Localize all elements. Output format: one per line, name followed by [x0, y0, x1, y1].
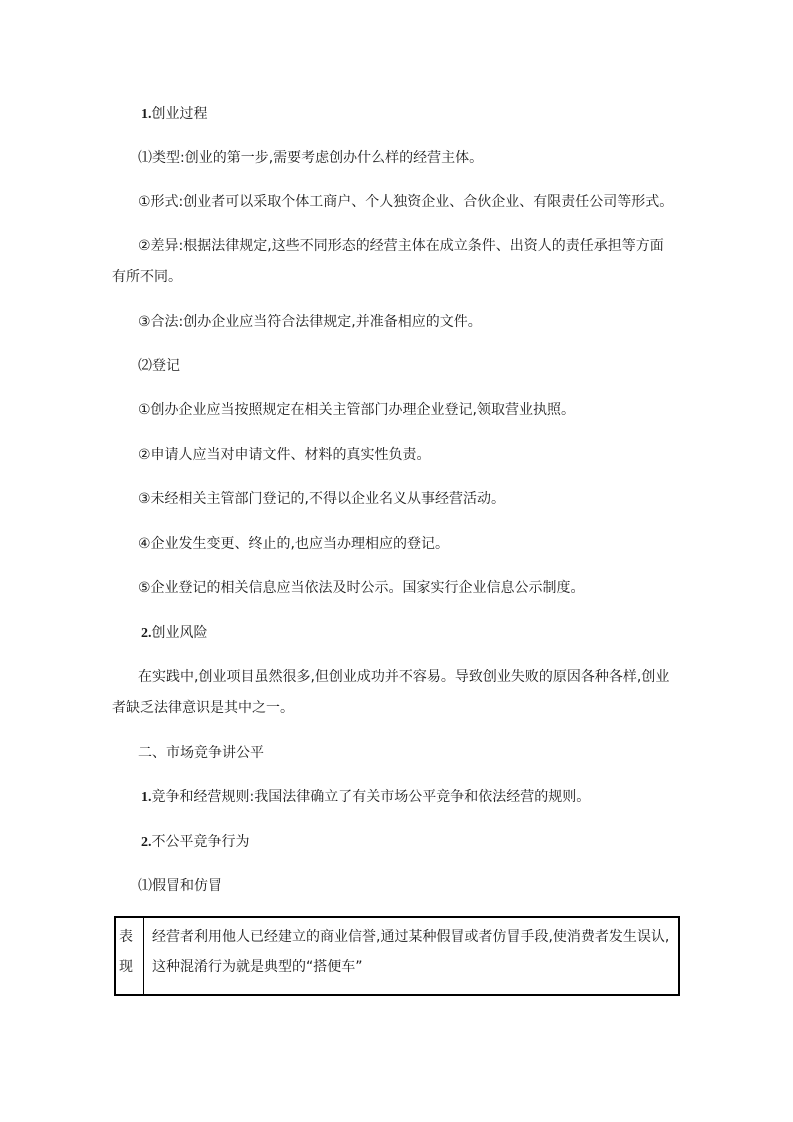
paragraph-legal: ③合法:创办企业应当符合法律规定,并准备相应的文件。 — [138, 314, 482, 330]
heading-number: 2. — [141, 626, 152, 641]
registration-item-3: ③未经相关主管部门登记的,不得以企业名义从事经营活动。 — [138, 491, 505, 507]
table-key-cell: 表现 — [115, 917, 144, 995]
section-heading-fair-competition: 二、市场竞争讲公平 — [138, 745, 264, 761]
paragraph-difference-line1: ②差异:根据法律规定,这些不同形态的经营主体在成立条件、出资人的责任承担等方面 — [138, 238, 664, 254]
heading-number: 1. — [141, 107, 152, 122]
registration-item-5: ⑤企业登记的相关信息应当依法及时公示。国家实行企业信息公示制度。 — [138, 580, 585, 596]
registration-item-1: ①创办企业应当按照规定在相关主管部门办理企业登记,领取营业执照。 — [138, 402, 575, 418]
heading-text: 不公平竞争行为 — [151, 834, 250, 850]
subheading-registration: ⑵登记 — [138, 358, 180, 374]
heading-text: 创业过程 — [151, 106, 208, 122]
paragraph-form: ①形式:创业者可以采取个体工商户、个人独资企业、合伙企业、有限责任公司等形式。 — [138, 194, 674, 210]
subheading-type: ⑴类型:创业的第一步,需要考虑创办什么样的经营主体。 — [138, 150, 484, 166]
registration-item-4: ④企业发生变更、终止的,也应当办理相应的登记。 — [138, 536, 449, 552]
registration-item-2: ②申请人应当对申请文件、材料的真实性负责。 — [138, 447, 431, 463]
heading-number: 2. — [141, 835, 152, 850]
paragraph-risk-line2: 者缺乏法律意识是其中之一。 — [112, 700, 294, 716]
heading-unfair-competition — [141, 832, 250, 853]
heading-competition-rules — [141, 787, 590, 808]
table-row — [115, 917, 679, 995]
subheading-counterfeit: ⑴假冒和仿冒 — [138, 878, 222, 894]
heading-text: 创业风险 — [151, 625, 208, 641]
paragraph-risk-line1: 在实践中,创业项目虽然很多,但创业成功并不容易。导致创业失败的原因各种各样,创业 — [138, 669, 670, 685]
heading-entrepreneurship-risk — [141, 623, 208, 644]
definition-table — [114, 916, 680, 996]
heading-entrepreneurship-process — [141, 104, 208, 125]
heading-number: 1. — [141, 790, 152, 805]
paragraph-difference-line2: 有所不同。 — [112, 269, 182, 285]
heading-text: 竞争和经营规则:我国法律确立了有关市场公平竞争和依法经营的规则。 — [151, 789, 591, 805]
table-value-cell: 经营者利用他人已经建立的商业信誉,通过某种假冒或者仿冒手段,使消费者发生误认,这种混淆行为就是典型的“搭便车” — [144, 917, 680, 995]
